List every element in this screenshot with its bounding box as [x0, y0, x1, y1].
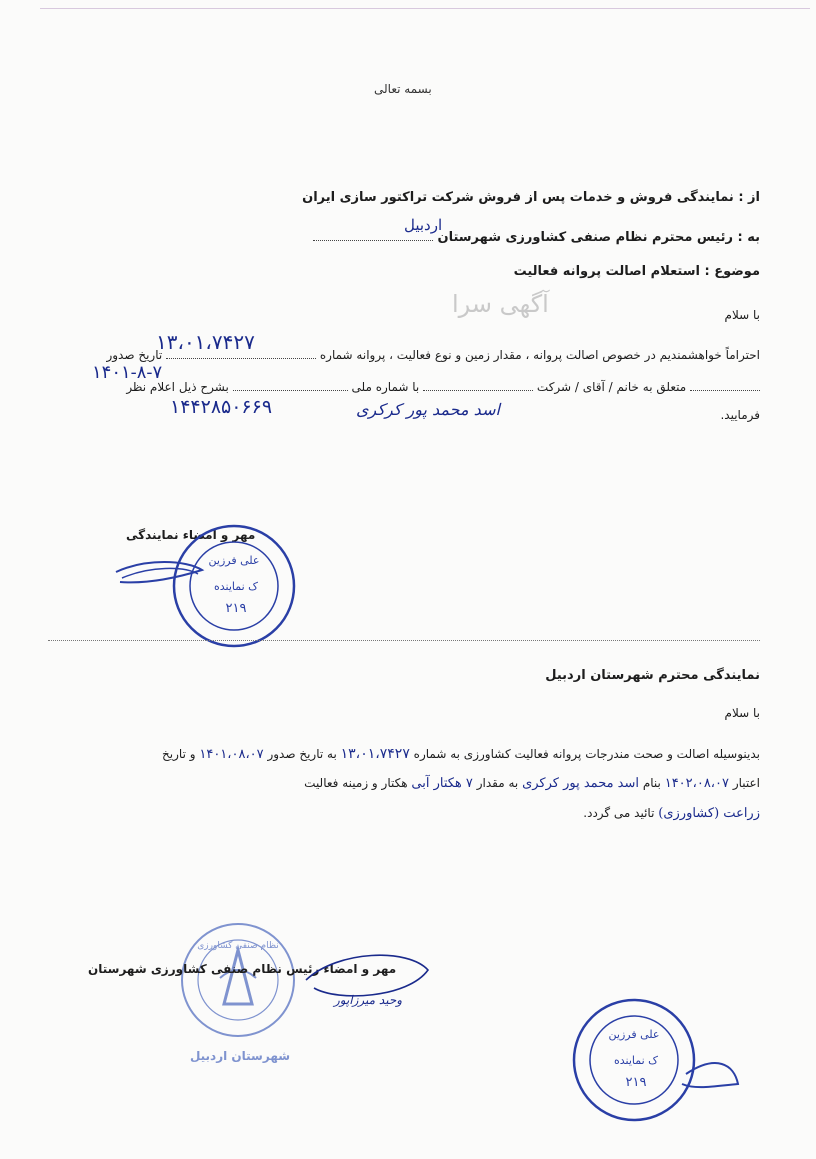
- greeting-1: با سلام: [724, 308, 760, 322]
- letter1-line1: [106, 348, 760, 362]
- agency-stamp: [106, 520, 306, 660]
- agency-signature-scribble: [116, 562, 202, 582]
- stamp-number: ۲۱۹: [225, 601, 247, 616]
- p2-validity-handwritten: ۱۴۰۲،۰۸،۰۷: [664, 776, 729, 791]
- letter2-line2: [304, 776, 760, 791]
- owner-dots-b: [423, 380, 533, 391]
- watermark: آگهی سرا: [452, 290, 549, 318]
- p1-text-a: بدینوسیله اصالت و صحت مندرجات پروانه فعالیت کشاورزی به شماره: [413, 747, 760, 761]
- national-id-handwritten: ۱۴۴۲۸۵۰۶۶۹: [170, 396, 273, 418]
- license-number-handwritten: ۱۳،۰۱،۷۴۲۷: [156, 330, 255, 354]
- p2-activity-label: هکتار و زمینه فعالیت: [304, 776, 408, 790]
- p1-text-b: به تاریخ صدور: [267, 747, 337, 761]
- from-line: از : نمایندگی فروش و خدمات پس از فروش شرکت تراکتور سازی ایران: [302, 190, 760, 205]
- line2-owner-label: متعلق به خانم / آقای / شرکت: [536, 380, 687, 394]
- p2-name-label: بنام: [642, 776, 661, 790]
- line2-end: بشرح ذیل اعلام نظر: [126, 380, 229, 394]
- org-signer-handwritten: وحید میرزاپور: [333, 993, 403, 1007]
- org-signature-label: مهر و امضاء رئیس نظام صنفی کشاورزی شهرستان: [88, 962, 397, 976]
- to-text: به : رئیس محترم نظام صنفی کشاورزی شهرستان: [437, 230, 760, 245]
- p3-activity-handwritten: زراعت (کشاورزی): [658, 806, 760, 821]
- letter2-line3: [583, 806, 760, 821]
- stamp2-mid-text: ک نماینده: [613, 1054, 659, 1067]
- stamp-top-text: علی فرزین: [208, 554, 260, 567]
- section-divider: [48, 640, 760, 641]
- agency-stamp-2: [566, 994, 746, 1134]
- owner-dots-a: [690, 380, 760, 391]
- org-stamp: [172, 918, 312, 1068]
- stamp2-number: ۲۱۹: [625, 1075, 647, 1090]
- license-dots: [166, 348, 316, 359]
- owner-name-handwritten: اسد محمد پور کرکری: [356, 400, 500, 419]
- to-line: [313, 230, 760, 245]
- p3-confirmation: تائید می گردد.: [583, 806, 655, 820]
- letter2-line1: [162, 746, 760, 762]
- issue-date-handwritten: ۱۴۰۱-۸-۷: [92, 362, 163, 383]
- line1-text: احتراماً خواهشمندیم در خصوص اصالت پروانه ، مقدار زمین و نوع فعالیت ، پروانه شماره: [319, 348, 760, 362]
- p1-text-c: و تاریخ: [162, 747, 196, 761]
- issue-date-label: تاریخ صدور: [106, 348, 163, 362]
- to-city-handwritten: اردبیل: [404, 216, 443, 234]
- p2-amount-label: به مقدار: [476, 776, 519, 790]
- line2-national-id-label: با شماره ملی: [351, 380, 420, 394]
- greeting-2: با سلام: [724, 706, 760, 720]
- letter2-title: نمایندگی محترم شهرستان اردبیل: [545, 668, 760, 683]
- p2-name-handwritten: اسد محمد پور کرکری: [522, 776, 640, 791]
- p1-license-handwritten: ۱۳،۰۱،۷۴۲۷: [340, 746, 410, 762]
- org-stamp-city: شهرستان اردبیل: [189, 1049, 291, 1063]
- agency-signature-label: مهر و امضاء نمایندگی: [126, 528, 256, 542]
- national-id-dots: [233, 380, 348, 391]
- letter1-line3: فرمایید.: [720, 408, 760, 422]
- basmala: بسمه تعالی: [374, 82, 432, 96]
- org-stamp-ring-text: نظام صنفی کشاورزی: [197, 941, 279, 951]
- p2-amount-handwritten: ۷ هکتار آبی: [411, 776, 473, 791]
- letter1-line2: [126, 380, 760, 394]
- p2-validity-label: اعتبار: [732, 776, 760, 790]
- p1-date-handwritten: ۱۴۰۱،۰۸،۰۷: [199, 747, 264, 762]
- scan-edge-line: [40, 8, 810, 9]
- stamp2-top-text: علی فرزین: [608, 1028, 660, 1041]
- org-signature: [298, 940, 438, 1020]
- subject-line: موضوع : استعلام اصالت پروانه فعالیت: [513, 264, 760, 279]
- stamp-mid-text: ک نماینده: [213, 580, 259, 593]
